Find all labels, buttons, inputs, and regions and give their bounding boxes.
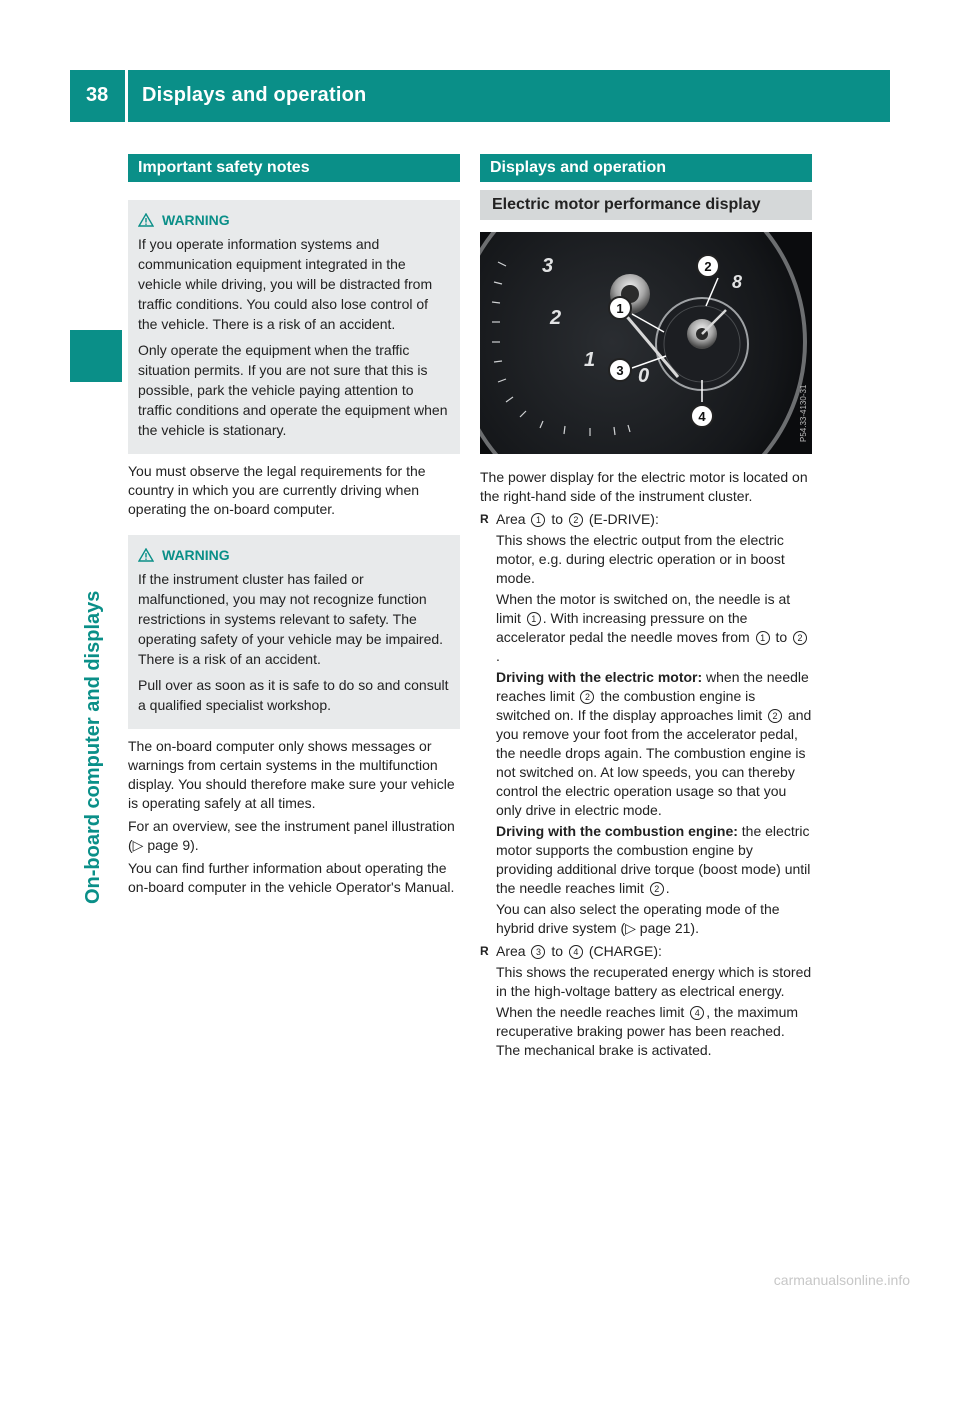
side-tab [82, 590, 112, 1424]
warning1-para1: If you operate information systems and communication equipment integrated in the vehicle while driving, you will be distracted from traffic conditions. You could also lose control of the vehicle. There is a risk of an accident. [138, 236, 433, 332]
warning-box-1 [128, 200, 460, 454]
footer-watermark: carmanualsonline.info [773, 1272, 910, 1288]
warning-icon [138, 213, 154, 227]
overview-text: For an overview, see the instrument panel illustration (▷ page 9). [128, 818, 455, 853]
callout-1 [609, 297, 631, 319]
warning-label: WARNING [162, 212, 230, 228]
list-item-edrive: R Area 1 to 2 (E-DRIVE): [480, 510, 812, 529]
combustion-driving-desc: Driving with the combustion engine: the electric motor supports the combustion engine by providing additional drive torque (boost mode) until the needle reaches limit 2 . [496, 823, 811, 896]
legal-text: You must observe the legal requirements for the country in which you are currently driving when operating the on-board computer. [128, 463, 426, 517]
warning-title-2 [138, 545, 450, 565]
header-separator [125, 70, 128, 122]
edrive-desc: This shows the electric output from the electric motor, e.g. during electric operation or in boost mode. [496, 532, 785, 586]
callout-ref: 1 [531, 513, 545, 527]
left-column [128, 154, 460, 897]
page-number: 38 [86, 84, 109, 106]
page-header-bar [70, 70, 890, 122]
svg-text:4: 4 [698, 409, 706, 424]
figure-code: P54.33-4130-31 [799, 384, 808, 442]
svg-text:1: 1 [616, 301, 624, 316]
further-info-text: You can find further information about operating the on-board computer in the vehicle Operator's Manual. [128, 860, 455, 895]
list-item-charge: R Area 3 to 4 (CHARGE): [480, 942, 812, 961]
dial-number-8: 8 [732, 272, 743, 292]
page-header-title: Displays and operation [142, 84, 367, 106]
callout-ref: 3 [531, 945, 545, 959]
charge-desc: This shows the recuperated energy which is stored in the high-voltage battery as electrical energy. [496, 964, 812, 999]
callout-4 [691, 405, 713, 427]
callout-ref: 4 [569, 945, 583, 959]
subsection-title: Electric motor performance display [480, 190, 812, 220]
warning2-para1: If the instrument cluster has failed or malfunctioned, you may not recognize function restrictions in systems relevant to safety. The operating safety of your vehicle may be impaired. There is a risk of an accident. [138, 571, 444, 667]
warning-title-1 [138, 210, 450, 230]
warning-icon [138, 548, 154, 562]
dial-number-3: 3 [542, 255, 554, 277]
dial-number-0: 0 [638, 365, 650, 387]
intro-text: The power display for the electric motor is located on the right-hand side of the instrument cluster. [480, 469, 808, 504]
charge-needle-desc: When the needle reaches limit 4 , the maximum recuperative braking power has been reached. The mechanical brake is activated. [496, 1004, 799, 1058]
edrive-needle-desc: When the motor is switched on, the needle is at limit 1 . With increasing pressure on the accelerator pedal the needle moves from 1 to 2. [480, 590, 812, 666]
electric-driving-desc: Driving with the electric motor: when the needle reaches limit 2 the combustion engine is switched on. If the display approaches limit 2 and you remove your foot from the accelerator pedal, the needle drops again. The combustion engine is not switched on. At low speeds, you can thereby control the electric operation usage so that you only drive in electric mode. [496, 669, 812, 818]
warning2-para2: Pull over as soon as it is safe to do so and consult a qualified specialist workshop. [138, 677, 449, 713]
operating-mode-text: You can also select the operating mode of the hybrid drive system (▷ page 21). [496, 901, 780, 936]
right-column [480, 154, 812, 1060]
dial-number-2: 2 [550, 307, 562, 329]
svg-text:2: 2 [704, 259, 712, 274]
messages-text: The on-board computer only shows messages or warnings from certain systems in the multifunction display. You should therefore make sure your vehicle is operating safely at all times. [128, 738, 455, 811]
callout-ref: 2 [569, 513, 583, 527]
callout-3 [609, 359, 631, 381]
dial-number-1: 1 [584, 349, 596, 371]
gauge-illustration [480, 232, 812, 454]
warning-box-2 [128, 535, 460, 729]
side-marker [70, 330, 122, 382]
warning1-para2: Only operate the equipment when the traffic situation permits. If you are not sure that this is possible, park the vehicle paying attention to traffic conditions and operate the equipment when the vehicle is stationary. [138, 342, 448, 438]
svg-text:3: 3 [616, 363, 624, 378]
instrument-cluster-figure [480, 232, 812, 454]
warning-label: WARNING [162, 547, 230, 563]
callout-2 [697, 255, 719, 277]
section-title-displays: Displays and operation [480, 154, 812, 182]
side-tab-label: On-board computer and displays [82, 590, 104, 904]
section-title-safety: Important safety notes [128, 154, 460, 182]
